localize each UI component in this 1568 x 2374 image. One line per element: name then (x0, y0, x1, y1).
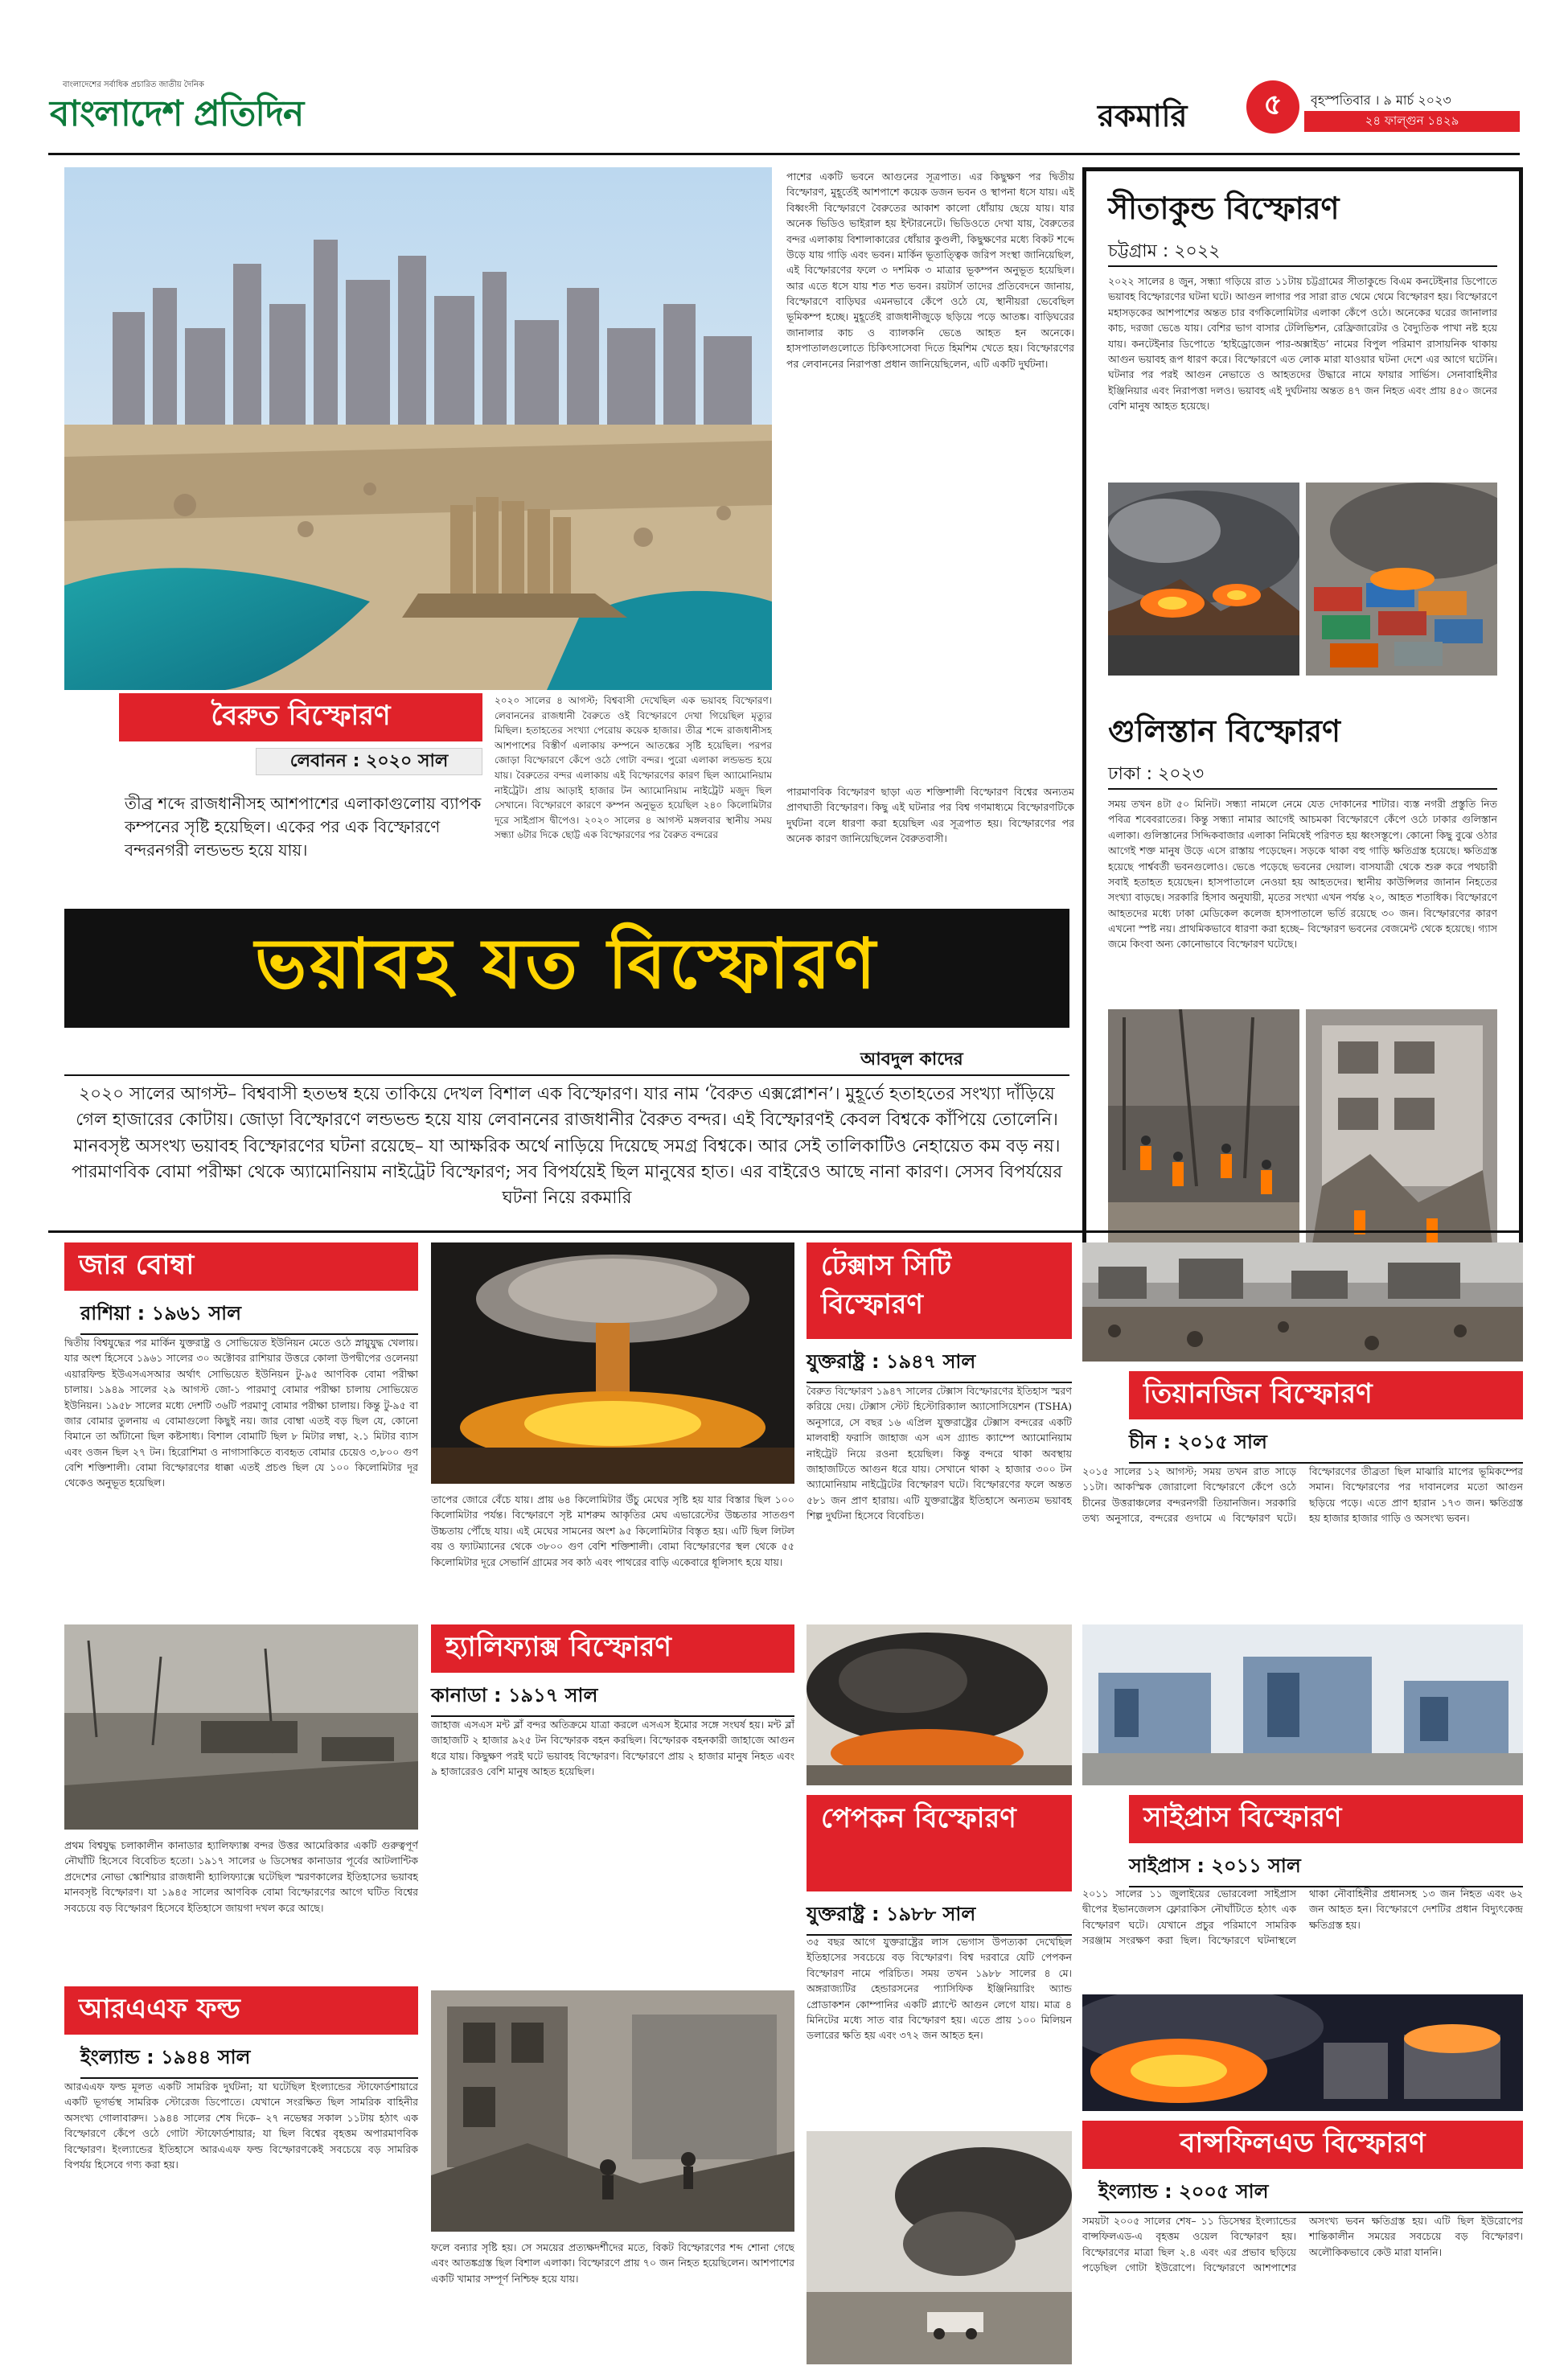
halifax-title-box (431, 1624, 794, 1673)
raf-subtitle: ইংল্যান্ড : ১৯৪৪ সাল (80, 2043, 418, 2079)
tianjin-body: ২০১৫ সালের ১২ আগস্ট; সময় তখন রাত সাড়ে ১১টা। আকস্মিক জোরালো বিস্ফোরণে কেঁপে ওঠে চীনের উত্তরাঞ্চলের বন্দরনগরী তিয়ানজিন। সরকারি তথ্য অনুসারে, বন্দরের গুদামে এ বিস্ফোরণ ঘটে। বিস্ফোরণের তীব্রতা ছিল মাঝারি মাপের ভূমিকম্পের সমান। বিস্ফোরণের পর দাবানলের মতো আগুন ছড়িয়ে পড়ে। এতে প্রাণ হারান ১৭৩ জন। ক্ষতিগ্রস্ত হয় হাজার হাজার গাড়ি ও অসংখ্য ভবন। (1082, 1465, 1523, 1525)
gulistan-photo-1[interactable] (1108, 1009, 1299, 1283)
raf-title: আরএএফ ফল্ড (79, 1992, 240, 2025)
byline: আবদুল কাদের (860, 1049, 963, 1070)
beirut-subtitle (256, 748, 482, 775)
tianjin-subtitle: চীন : ২০১৫ সাল (1129, 1427, 1523, 1464)
buncefield-photo[interactable] (1082, 1994, 1523, 2111)
tianjin-title: তিয়ানজিন বিস্ফোরণ (1143, 1377, 1373, 1410)
texas-title: টেক্সাস সিটি বিস্ফোরণ (821, 1250, 951, 1320)
section-rule (48, 1230, 1520, 1233)
beirut-title: বৈরুত বিস্ফোরণ (211, 699, 391, 732)
tianjin-photo[interactable] (1082, 1242, 1523, 1362)
page-number: ৫ (1263, 88, 1283, 121)
sitakunda-title: সীতাকুন্ড বিস্ফোরণ (1108, 191, 1340, 226)
raf-body: আরএএফ ফল্ড মূলত একটি সামরিক দুর্ঘটনা; যা ঘটেছিল ইংল্যান্ডের স্টাফোর্ডশায়ারে একটি ভূগর্ভস্থ সামরিক স্টোরেজ ডিপোতে। যেখানে সংরক্ষিত ছিল সামরিক বাহিনীর অসংখ্য গোলাবারুদ। ১৯৪৪ সালের শেষ দিকে– ২৭ নভেম্বর সকাল ১১টায় হঠাৎ এক বিস্ফোরণে কেঁপে ওঠে গোটা স্টাফোর্ডশায়ার; যা ছিল বিশ্বের বৃহত্তম অপারমাণবিক বিস্ফোরণ। ইংল্যান্ডের ইতিহাসে আরএএফ ফল্ড বিস্ফোরণকেই সবচেয়ে বড় সামরিক বিপর্যয় হিসেবে গণ্য করা হয়। (64, 2080, 418, 2171)
gulistan-rule (1108, 788, 1497, 790)
tsar-subtitle: রাশিয়া : ১৯৬১ সাল (80, 1299, 418, 1335)
sitakunda-photo-2[interactable] (1306, 483, 1497, 676)
pepcon-title-box (807, 1795, 1072, 1891)
beirut-photo[interactable] (64, 167, 772, 690)
masthead-rule (48, 153, 1520, 155)
main-headline: ভয়াবহ যত বিস্ফোরণ (255, 923, 879, 1004)
tianjin-title-box (1129, 1371, 1523, 1419)
tsar-title-box (64, 1242, 418, 1291)
sitakunda-subtitle: চট্টগ্রাম : ২০২২ (1108, 241, 1221, 261)
texas-title-box (807, 1242, 1072, 1339)
masthead (0, 0, 1568, 161)
beirut-subtitle-text: লেবানন : ২০২০ সাল (289, 750, 449, 771)
cyprus-title: সাইপ্রাস বিস্ফোরণ (1143, 1801, 1342, 1834)
pepcon-photo[interactable] (807, 1624, 1072, 1785)
halifax-body: প্রথম বিশ্বযুদ্ধ চলাকালীন কানাডার হ্যালিফ্যাক্স বন্দর উত্তর আমেরিকার একটি গুরুত্বপূর্ণ নৌঘাঁটি হিসেবে বিবেচিত হতো। ১৯১৭ সালের ৬ ডিসেম্বর কানাডার পূর্বের আটলান্টিক প্রদেশের নোভা স্কোশিয়ার রাজধানী হ্যালিফ্যাক্সে ঘটেছিল স্মরণকালের ইতিহাসের ভয়াবহ মানবসৃষ্ট বিস্ফোরণ। যা ১৯৪৫ সালের আণবিক বোমা বিস্ফোরণের আগে ঘটিত বিশ্বের সবচেয়ে বড় বিস্ফোরণ হিসেবে ইতিহাসে জায়গা দখল করে আছে। (64, 1839, 418, 1914)
cyprus-subtitle: সাইপ্রাস : ২০১১ সাল (1129, 1851, 1523, 1887)
raf-body-2: ফলে বন্যার সৃষ্টি হয়। সে সময়ের প্রত্যক্ষদর্শীদের মতে, বিকট বিস্ফোরণের শব্দ শোনা গেছে এবং আতঙ্কগ্রস্ত ছিল বিশাল এলাকা। বিস্ফোরণে প্রায় ৭০ জন নিহত হয়েছিলেন। আশপাশের একটি খামার সম্পূর্ণ নিশ্চিহ্ন হয়ে যায়। (431, 2241, 794, 2285)
buncefield-title: বান্সফিলএড বিস্ফোরণ (1180, 2126, 1426, 2159)
texas-subtitle: যুক্তরাষ্ট্র : ১৯৪৭ সাল (807, 1347, 1072, 1383)
section-name: রকমারি (1098, 98, 1188, 133)
pepcon-body: ৩৫ বছর আগে যুক্তরাষ্ট্রের লাস ভেগাস উপত্যকা দেখেছিল ইতিহাসের সবচেয়ে বড় বিস্ফোরণ। বিশ্ব দরবারে যেটি পেপকন বিস্ফোরণ নামে পরিচিত। সময় তখন ১৯৮৮ সালের ৪ মে। অঙ্গরাজ্যটির হেন্ডারসনের প্যাসিফিক ইঞ্জিনিয়ারিং অ্যান্ড প্রোডাকশন কোম্পানির একটি প্ল্যান্টে আগুন লেগে যায়। মাত্র ৪ মিনিটের মধ্যে সাত বার বিস্ফোরণ হয়। এতে প্রায় ১০০ মিলিয়ন ডলারের ক্ষতি হয় এবং ৩৭২ জন আহত হন। (807, 1936, 1072, 2042)
beirut-body-col2: পাশের একটি ভবনে আগুনের সূত্রপাত। এর কিছুক্ষণ পর দ্বিতীয় বিস্ফোরণ, মুহূর্তেই আশপাশে কয়েক ডজন ভবন ও স্থাপনা ধসে যায়। এই বিধ্বংসী বিস্ফোরণে বৈরুতের আকাশ কালো ধোঁয়ায় ছেয়ে যায়। যার অনেক ভিডিও ভাইরাল হয় ইন্টারনেটে। ভিডিওতে দেখা যায়, বৈরুতের বন্দর এলাকায় বিশালাকারের ধোঁয়ার কুণ্ডলী, কিছুক্ষণের মধ্যে বিকট শব্দে উড়ে যায় গাড়ি এবং ভবন। মার্কিন ভূতাত্ত্বিক জরিপ সংস্থা জানিয়েছিল, এই বিস্ফোরণের ফলে ৩ দশমিক ৩ মাত্রার ভূকম্পন অনুভূত হয়েছিল। আর এতে ধসে যায় শত শত ভবন। রয়টার্স তাদের প্রতিবেদনে জানায়, বিস্ফোরণে বাড়িঘর এমনভাবে কেঁপে ওঠে যে, স্থানীয়রা ভেবেছিল ভূমিকম্প হচ্ছে। মুহূর্তেই রাজধানীজুড়ে ছড়িয়ে পড়ে আতঙ্ক। বাড়িঘরের জানালার কাচ ও ব্যালকনি ভেঙে আহত হন অনেকে। হাসপাতালগুলোতে চিকিৎসাসেবা দিতে হিমশিম খেতে হয়। বিস্ফোরণের পর লেবাননের নিরাপত্তা প্রধান জানিয়েছিলেন, এটি একটি দুর্ঘটনা। (786, 170, 1074, 370)
tsar-title: জার বোম্বা (79, 1248, 195, 1281)
lead-intro: ২০২০ সালের আগস্ট– বিশ্ববাসী হতভম্ব হয়ে তাকিয়ে দেখল বিশাল এক বিস্ফোরণ। যার নাম ‘বৈরুত এক্সপ্লোশন’। মুহূর্তে হতাহতের সংখ্যা দাঁড়িয়ে গেল হাজারের কোটায়। জোড়া বিস্ফোরণে লন্ডভন্ড হয়ে যায় লেবাননের রাজধানীর বৈরুত বন্দর। এই বিস্ফোরণই কেবল বিশ্বকে কাঁপিয়ে তোলেনি। মানবসৃষ্ট অসংখ্য ভয়াবহ বিস্ফোরণের ঘটনা রয়েছে– যা আক্ষরিক অর্থে নাড়িয়ে দিয়েছে সমগ্র বিশ্বকে। আর সেই তালিকাটিও নেহায়েত কম বড় নয়। পারমাণবিক বোমা পরীক্ষা থেকে অ্যামোনিয়াম নাইট্রেট বিস্ফোরণ; সব বিপর্যয়েই ছিল মানুষের হাত। এর বাইরেও আছে নানা কারণ। সেসব বিপর্যয়ের ঘটনা নিয়ে রকমারি (71, 1084, 1063, 1208)
beirut-body-col2b: পারমাণবিক বিস্ফোরণ ছাড়া এত শক্তিশালী বিস্ফোরণ বিশ্বের অন্যতম প্রাণঘাতী বিস্ফোরণ। কিছু এই ঘটনার পর বিশ্ব গণমাধ্যমে বিস্ফোরণটিকে দুর্ঘটনা বলে ধারণা করা হয়েছিল এর সূত্রপাত হয়। বিস্ফোরণের পর অনেক কারণ জানিয়েছিলেন বৈরুতবাসী। (786, 786, 1074, 845)
halifax-subtitle: কানাডা : ১৯১৭ সাল (431, 1681, 794, 1717)
cyprus-title-box (1129, 1795, 1523, 1843)
halifax-photo[interactable] (64, 1624, 418, 1830)
bangla-date: ২৪ ফাল্গুন ১৪২৯ (1365, 113, 1459, 128)
tsar-body-2: তাপের জোরে বেঁচে যায়। প্রায় ৬৪ কিলোমিটার উঁচু মেঘের সৃষ্টি হয় যার বিস্তার ছিল ১০০ কিলোমিটার পর্যন্ত। বিস্ফোরণে সৃষ্ট মাশরুম আকৃতির মেঘ এভারেস্টের উচ্চতার সাতগুণ উচ্চতায় পৌঁছে যায়। এই মেঘের সামনের অংশ ৯৫ কিলোমিটার বিস্তৃত হয়। এটি ছিল লিটল বয় ও ফ্যাটম্যানের থেকে ৩৮০০ গুণ বেশি শক্তিশালী। বোমা বিস্ফোরণের স্থল থেকে ৫৫ কিলোমিটার দূরে সেভার্নি গ্রামের সব কাঠ এবং পাথরের বাড়ি একেবারে ধূলিসাৎ হয়ে যায়। (431, 1493, 794, 1568)
sitakunda-rule (1108, 265, 1497, 267)
headline-bar (64, 909, 1069, 1028)
beirut-caption: তীব্র শব্দে রাজধানীসহ আশপাশের এলাকাগুলোয় ব্যাপক কম্পনের সৃষ্টি হয়েছিল। একের পর এক বিস্ফোরণে বন্দরনগরী লন্ডভন্ড হয়ে যায়। (125, 794, 482, 860)
cyprus-body: ২০১১ সালের ১১ জুলাইয়ের ভোরবেলা সাইপ্রাস দ্বীপের ইভানজেলস ফ্লোরাকিস নৌঘাঁটিতে হঠাৎ এক বিস্ফোরণ ঘটে। যেখানে প্রচুর পরিমাণে সামরিক সরঞ্জাম সংরক্ষণ করা ছিল। বিস্ফোরণে ঘটনাস্থলে থাকা নৌবাহিনীর প্রধানসহ ১৩ জন নিহত এবং ৬২ জন আহত হন। বিস্ফোরণে দেশটির প্রধান বিদ্যুৎকেন্দ্র ক্ষতিগ্রস্ত হয়। (1082, 1887, 1523, 1947)
beirut-title-box (119, 693, 482, 741)
gulistan-title: গুলিস্তান বিস্ফোরণ (1108, 713, 1341, 749)
buncefield-body: সময়টা ২০০৫ সালের শেষ– ১১ ডিসেম্বর ইংল্যান্ডের বান্সফিলএড-এ বৃহত্তম ওয়েল বিস্ফোরণ হয়। বিস্ফোরণের মাত্রা ছিল ২.৪ এবং এর প্রভাব ছড়িয়ে পড়েছিল গোটা ইউরোপে। বিস্ফোরণে আশপাশের অসংখ্য ভবন ক্ষতিগ্রস্ত হয়। এটি ছিল ইউরোপের শান্তিকালীন সময়ের সবচেয়ে বড় বিস্ফোরণ। অলৌকিকভাবে কেউ মারা যাননি। (1082, 2215, 1523, 2274)
texas-body: বৈরুত বিস্ফোরণ ১৯৪৭ সালের টেক্সাস বিস্ফোরণের ইতিহাস স্মরণ করিয়ে দেয়। টেক্সাস স্টেট হিস্টোরিক্যাল অ্যাসোসিয়েশন (TSHA) অনুসারে, সে বছর ১৬ এপ্রিল যুক্তরাষ্ট্রের টেক্সাস বন্দরের একটি মালবাহী ফরাসি জাহাজ এস এস গ্র্যান্ড ক্যাম্পে অ্যামোনিয়াম নাইট্রেট নিয়ে রওনা হয়েছিল। কিন্তু বন্দরে থাকা অবস্থায় জাহাজটিতে আগুন ধরে যায়। সেখানে থাকা ২ হাজার ৩০০ টন অ্যামোনিয়াম নাইট্রেটের বিস্ফোরণ ঘটে। বিস্ফোরণের ফলে অন্তত ৫৮১ জন প্রাণ হারায়। এটি যুক্তরাষ্ট্রের ইতিহাসে অন্যতম ভয়াবহ শিল্প দুর্ঘটনা হিসেবে বিবেচিত। (807, 1385, 1072, 1522)
gulistan-body: সময় তখন ৪টা ৫০ মিনিট। সন্ধ্যা নামলে নেমে যেত দোকানের শাটার। ব্যস্ত নগরী প্রস্তুতি নিত পবিত্র শবেবরাতের। কিন্তু সন্ধ্যা নামার আগেই আচমকা বিস্ফোরণে কেঁপে ওঠে ঢাকার গুলিস্তান এলাকা। গুলিস্তানের সিদ্দিকবাজার এলাকা নিমিষেই পরিণত হয় ধ্বংসস্তূপে। কোনো কিছু বুঝে ওঠার আগেই শক্ত মানুষ উড়ে এসে রাস্তায় পড়েছেন। সড়কে থাকা বহু গাড়ি ক্ষতিগ্রস্ত হয়েছে। ক্ষতিগ্রস্ত হয়েছে পার্শ্ববর্তী ভবনগুলোও। ভেঙে পড়েছে ভবনের দেয়াল। বাসযাত্রী থেকে শুরু করে পথচারী সবাই হতাহত হয়েছেন। হাসপাতালে নেওয়া হয় আহতদের। স্থানীয় কাউন্সিলর জানান নিহতের সংখ্যা বাড়ছে। সরকারি হিসাব অনুযায়ী, মৃতের সংখ্যা এখন পর্যন্ত ২০, আহত শতাধিক। বিস্ফোরণে আহতদের মধ্যে ঢাকা মেডিকেল কলেজ হাসপাতালে ভর্তি রয়েছে ৩০ জন। বিস্ফোরণের কারণ এখনো স্পষ্ট নয়। প্রাথমিকভাবে ধারণা করা হচ্ছে– বিস্ফোরণ ভবনের বেজমেন্ট থেকে হয়েছে। গ্যাস জমে কিংবা অন্য কোনোভাবে বিস্ফোরণ ঘটেছে। (1108, 798, 1497, 951)
buncefield-subtitle: ইংল্যান্ড : ২০০৫ সাল (1098, 2177, 1523, 2213)
sitakunda-photo-1[interactable] (1108, 483, 1299, 676)
raf-photo[interactable] (431, 1990, 794, 2232)
byline-rule (64, 1074, 1069, 1076)
buncefield-title-box (1082, 2121, 1523, 2169)
pepcon-subtitle: যুক্তরাষ্ট্র : ১৯৮৮ সাল (807, 1900, 1072, 1936)
page-number-badge (1246, 80, 1299, 133)
pepcon-photo-2[interactable] (807, 2131, 1072, 2364)
date-line-bangla (1304, 111, 1520, 132)
newspaper-logo[interactable]: বাংলাদেশ প্রতিদিন (50, 93, 304, 134)
tsar-photo[interactable] (431, 1242, 794, 1484)
gulistan-subtitle: ঢাকা : ২০২৩ (1108, 764, 1205, 784)
halifax-title: হ্যালিফ্যাক্স বিস্ফোরণ (445, 1630, 671, 1663)
pepcon-title: পেপকন বিস্ফোরণ (821, 1802, 1016, 1834)
raf-title-box (64, 1986, 418, 2035)
sitakunda-body: ২০২২ সালের ৪ জুন, সন্ধ্যা গড়িয়ে রাত ১১টায় চট্টগ্রামের সীতাকুন্ডে বিএম কনটেইনার ডিপোতে ভয়াবহ বিস্ফোরণের ঘটনা ঘটে। আগুন লাগার পর সারা রাত থেমে থেমে বিস্ফোরণ হয়। বিস্ফোরণে মহাসড়কের আশপাশের অন্তত চার বর্গকিলোমিটার এলাকা কেঁপে ওঠে। অনেকের ঘরের জানালার কাচ, দরজা ভেঙে যায়। বেশির ভাগ বাসার টেলিভিশন, রেফ্রিজারেটর ও বৈদ্যুতিক পাখা নষ্ট হয়ে যায়। কনটেইনার ডিপোতে ‘হাইড্রোজেন পার-অক্সাইড’ নামের বিপুল পরিমাণ রাসায়নিক থাকায় আগুন ভয়াবহ রূপ ধারণ করে। বিস্ফোরণে এত লোক মারা যাওয়ার ঘটনা দেশে এর আগে ঘটেনি। ঘটনার পর পরই আগুন নেভাতে ও আহতদের উদ্ধারে নামে ফায়ার সার্ভিস। সেনাবাহিনীর ইঞ্জিনিয়ার এবং নিরাপত্তা দলও। ভয়াবহ এই দুর্ঘটনায় অন্তত ৪৭ জন নিহত এবং প্রায় ৪৫০ জনের বেশি মানুষ আহত হয়েছে। (1108, 275, 1497, 412)
beirut-body-col1: ২০২০ সালের ৪ আগস্ট; বিশ্ববাসী দেখেছিল এক ভয়াবহ বিস্ফোরণ। লেবাননের রাজধানী বৈরুতে ওই বিস্ফোরণে দেখা গিয়েছিল মৃত্যুর মিছিল। হতাহতের সংখ্যা পেরোয় কয়েক হাজার। তীব্র শব্দে রাজধানীসহ আশপাশের বিস্তীর্ণ এলাকায় কম্পনে আতঙ্কের সৃষ্টি হয়েছিল। পরপর জোড়া বিস্ফোরণে কেঁপে ওঠে গোটা বন্দর। পুরো এলাকা লন্ডভন্ড হয়ে যায়। বৈরুতের বন্দর এলাকায় এই বিস্ফোরণের কারণ ছিল অ্যামোনিয়াম নাইট্রেট। প্রায় আড়াই হাজার টন অ্যামোনিয়াম নাইট্রেট মজুদ ছিল সেখানে। বিস্ফোরণে কারণে কম্পন অনুভূত হয়েছিল ২৪০ কিলোমিটার দূরে সাইপ্রাস দ্বীপেও। ২০২০ সালের ৪ আগস্ট মঙ্গলবার স্থানীয় সময় সন্ধ্যা ৬টার দিকে ছোট্ট এক বিস্ফোরণের পর বৈরুত বন্দরের (495, 695, 772, 841)
logo-tagline: বাংলাদেশের সর্বাধিক প্রচারিত জাতীয় দৈনিক (63, 80, 204, 89)
tsar-body: দ্বিতীয় বিশ্বযুদ্ধের পর মার্কিন যুক্তরাষ্ট্র ও সোভিয়েত ইউনিয়ন মেতে ওঠে স্নায়ুযুদ্ধ খেলায়। যার অংশ হিসেবে ১৯৬১ সালের ৩০ অক্টোবর রাশিয়ার উত্তরে কোলা উপদ্বীপের ওলেনয়া এয়ারফিল্ড ইউএসএসআর অর্থাৎ সোভিয়েত ইউনিয়ন টু-৯৫ আণবিক বোমা পরীক্ষা চালায়। ১৯৪৯ সালের ২৯ আগস্ট জো-১ পারমাণু বোমার পরীক্ষা চালায় সোভিয়েত ইউনিয়ন। ১৯৫৮ সালের মধ্যে দেশটি ৩৬টি পরমাণু বোমার পরীক্ষা চালায়। কিন্তু টু-৯৫ বা জার বোমার তুলনায় এ বোমাগুলো কিছুই নয়। জার বোম্বা এতই বড় ছিল যে, কোনো বিমানে তা আঁটানো ছিল কষ্টসাধ্য। বিশাল বোমাটি ছিল ৮ মিটার লম্বা, ২.১ মিটার ব্যাস এবং ওজন ছিল ২৭ টন। হিরোশিমা ও নাগাসাকিতে ব্যবহৃত বোমার চেয়েও ৩,৮০০ গুণ বেশি শক্তিশালী। বোমা বিস্ফোরণের ধাক্কা এতই প্রচণ্ড ছিল যে ১০০ কিলোমিটার দূর থেকেও অনুভূত হয়েছিল। (64, 1337, 418, 1489)
date-line: বৃহস্পতিবার । ৯ মার্চ ২০২৩ (1311, 92, 1451, 108)
cyprus-photo[interactable] (1082, 1624, 1523, 1785)
halifax-body-2: জাহাজ এসএস মন্ট ব্লাঁ বন্দর অতিক্রমে যাত্রা করলে এসএস ইমোর সঙ্গে সংঘর্ষ হয়। মন্ট ব্লাঁ জাহাজটি ২ হাজার ৯২৫ টন বিস্ফোরক বহন করছিল। বিস্ফোরক বহনকারী জাহাজে আগুন ধরে যায়। কিছুক্ষণ পরই ঘটে ভয়াবহ বিস্ফোরণ। বিস্ফোরণে প্রায় ২ হাজার মানুষ নিহত এবং ৯ হাজারেরও বেশি মানুষ আহত হয়েছিল। (431, 1719, 794, 1778)
gulistan-photo-2[interactable] (1306, 1009, 1497, 1283)
